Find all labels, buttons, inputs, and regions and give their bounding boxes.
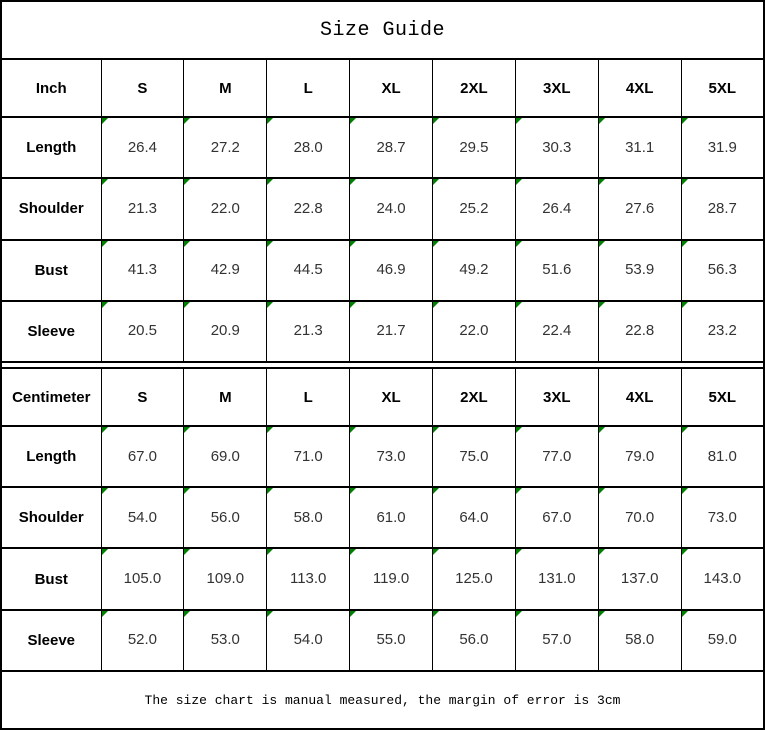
size-value-cell <box>101 117 184 178</box>
size-value-cell <box>515 487 598 548</box>
error-flag-icon <box>102 302 108 308</box>
size-value-cell <box>101 426 184 487</box>
row-label: Length <box>1 426 101 487</box>
size-value: 58.0 <box>625 631 655 649</box>
size-value: 113.0 <box>289 570 327 588</box>
size-value-cell <box>681 240 764 301</box>
error-flag-icon <box>350 611 356 617</box>
size-value: 75.0 <box>459 447 489 465</box>
error-flag-icon <box>102 549 108 555</box>
size-column-header: L <box>267 59 350 117</box>
size-column-header: M <box>184 368 267 426</box>
size-value-cell <box>267 178 350 239</box>
row-label: Shoulder <box>1 487 101 548</box>
size-value: 67.0 <box>127 447 158 465</box>
size-column-header: 5XL <box>681 368 764 426</box>
error-flag-icon <box>102 118 108 124</box>
size-value: 26.4 <box>127 138 158 156</box>
size-value: 73.0 <box>707 508 737 526</box>
error-flag-icon <box>433 241 439 247</box>
size-value: 73.0 <box>376 447 406 465</box>
size-value-cell <box>101 301 184 362</box>
size-value: 131.0 <box>538 570 576 588</box>
size-value-cell <box>598 240 681 301</box>
size-value: 27.2 <box>210 138 240 156</box>
size-value: 109.0 <box>206 570 245 588</box>
error-flag-icon <box>267 118 273 124</box>
size-value: 23.2 <box>707 322 737 340</box>
size-value: 44.5 <box>293 261 323 279</box>
size-column-header: XL <box>350 59 433 117</box>
error-flag-icon <box>350 488 356 494</box>
error-flag-icon <box>599 118 605 124</box>
size-value: 28.7 <box>707 199 737 217</box>
error-flag-icon <box>433 549 439 555</box>
size-value-cell <box>681 426 764 487</box>
size-value-cell <box>681 178 764 239</box>
size-value: 27.6 <box>625 199 655 217</box>
error-flag-icon <box>682 241 688 247</box>
size-value: 143.0 <box>703 570 742 588</box>
size-column-header: S <box>101 368 184 426</box>
error-flag-icon <box>267 427 273 433</box>
error-flag-icon <box>682 611 688 617</box>
error-flag-icon <box>267 241 273 247</box>
size-value: 54.0 <box>127 508 158 526</box>
error-flag-icon <box>682 549 688 555</box>
size-value-cell <box>350 610 433 671</box>
size-value-cell <box>101 178 184 239</box>
size-value-cell <box>515 240 598 301</box>
error-flag-icon <box>267 611 273 617</box>
size-value-cell <box>433 240 516 301</box>
size-value-cell <box>267 301 350 362</box>
error-flag-icon <box>682 427 688 433</box>
error-flag-icon <box>599 302 605 308</box>
size-value: 20.5 <box>127 322 158 340</box>
size-value: 81.0 <box>707 447 737 465</box>
size-value-cell <box>433 178 516 239</box>
error-flag-icon <box>682 302 688 308</box>
error-flag-icon <box>516 241 522 247</box>
size-value-cell <box>433 426 516 487</box>
size-value-cell <box>350 117 433 178</box>
error-flag-icon <box>184 611 190 617</box>
size-value-cell <box>433 610 516 671</box>
row-label: Bust <box>1 548 101 609</box>
error-flag-icon <box>184 302 190 308</box>
size-value: 56.0 <box>459 631 489 649</box>
unit-header-centimeter: Centimeter <box>1 368 101 426</box>
error-flag-icon <box>516 611 522 617</box>
error-flag-icon <box>682 179 688 185</box>
size-value: 21.3 <box>293 322 323 340</box>
error-flag-icon <box>102 427 108 433</box>
error-flag-icon <box>516 179 522 185</box>
size-value-cell <box>515 610 598 671</box>
size-value: 51.6 <box>542 261 572 279</box>
row-label: Sleeve <box>1 301 101 362</box>
size-value: 61.0 <box>376 508 406 526</box>
size-value: 42.9 <box>210 261 240 279</box>
size-value: 55.0 <box>376 631 406 649</box>
error-flag-icon <box>102 488 108 494</box>
error-flag-icon <box>433 302 439 308</box>
size-column-header: 2XL <box>433 59 516 117</box>
error-flag-icon <box>350 549 356 555</box>
size-value: 53.0 <box>210 631 240 649</box>
size-value-cell <box>681 301 764 362</box>
size-value: 71.0 <box>293 447 323 465</box>
error-flag-icon <box>184 488 190 494</box>
size-value-cell <box>184 610 267 671</box>
size-value-cell <box>267 240 350 301</box>
size-value-cell <box>101 548 184 609</box>
size-value-cell <box>350 240 433 301</box>
size-value: 67.0 <box>542 508 572 526</box>
size-value-cell <box>267 487 350 548</box>
size-value-cell <box>350 548 433 609</box>
error-flag-icon <box>599 179 605 185</box>
size-value-cell <box>433 487 516 548</box>
size-value-cell <box>433 548 516 609</box>
size-column-header: 4XL <box>598 59 681 117</box>
size-column-header: S <box>101 59 184 117</box>
size-value: 28.7 <box>376 138 406 156</box>
error-flag-icon <box>516 118 522 124</box>
error-flag-icon <box>599 611 605 617</box>
error-flag-icon <box>433 427 439 433</box>
size-value-cell <box>598 548 681 609</box>
error-flag-icon <box>599 488 605 494</box>
size-value-cell <box>101 487 184 548</box>
size-value: 79.0 <box>625 447 655 465</box>
error-flag-icon <box>102 179 108 185</box>
size-value: 28.0 <box>293 138 323 156</box>
size-value-cell <box>598 117 681 178</box>
size-value-cell <box>598 301 681 362</box>
size-value: 56.3 <box>707 261 737 279</box>
row-label: Bust <box>1 240 101 301</box>
error-flag-icon <box>267 302 273 308</box>
size-value: 53.9 <box>625 261 655 279</box>
size-value: 21.7 <box>376 322 406 340</box>
size-value-cell <box>184 117 267 178</box>
error-flag-icon <box>599 241 605 247</box>
size-value: 105.0 <box>123 570 162 588</box>
size-value: 125.0 <box>455 570 493 588</box>
size-value-cell <box>350 301 433 362</box>
size-value: 52.0 <box>127 631 158 649</box>
error-flag-icon <box>433 179 439 185</box>
size-value-cell <box>515 548 598 609</box>
size-value: 31.1 <box>625 138 655 156</box>
error-flag-icon <box>267 549 273 555</box>
size-column-header: 3XL <box>515 368 598 426</box>
size-column-header: 3XL <box>515 59 598 117</box>
size-column-header: 4XL <box>598 368 681 426</box>
size-value-cell <box>184 487 267 548</box>
unit-header-inch: Inch <box>1 59 101 117</box>
row-label: Sleeve <box>1 610 101 671</box>
size-value: 41.3 <box>127 261 158 279</box>
size-column-header: XL <box>350 368 433 426</box>
size-value-cell <box>681 487 764 548</box>
error-flag-icon <box>516 427 522 433</box>
size-column-header: 2XL <box>433 368 516 426</box>
size-value-cell <box>267 610 350 671</box>
error-flag-icon <box>184 179 190 185</box>
error-flag-icon <box>102 241 108 247</box>
size-value: 26.4 <box>542 199 572 217</box>
size-value-cell <box>184 240 267 301</box>
size-value: 20.9 <box>210 322 240 340</box>
size-value: 22.0 <box>210 199 240 217</box>
size-value: 49.2 <box>459 261 489 279</box>
error-flag-icon <box>350 302 356 308</box>
size-value-cell <box>681 548 764 609</box>
size-value: 21.3 <box>127 199 158 217</box>
error-flag-icon <box>184 241 190 247</box>
error-flag-icon <box>516 549 522 555</box>
size-value: 25.2 <box>459 199 489 217</box>
error-flag-icon <box>599 427 605 433</box>
size-value-cell <box>515 117 598 178</box>
size-value: 22.4 <box>542 322 572 340</box>
error-flag-icon <box>433 488 439 494</box>
size-value-cell <box>515 426 598 487</box>
size-value: 24.0 <box>376 199 406 217</box>
size-value-cell <box>598 487 681 548</box>
size-value: 69.0 <box>210 447 240 465</box>
error-flag-icon <box>267 179 273 185</box>
error-flag-icon <box>682 488 688 494</box>
error-flag-icon <box>350 179 356 185</box>
size-value-cell <box>433 117 516 178</box>
error-flag-icon <box>350 118 356 124</box>
size-value-cell <box>433 301 516 362</box>
size-value-cell <box>184 548 267 609</box>
size-value: 31.9 <box>707 138 737 156</box>
size-value-cell <box>101 240 184 301</box>
error-flag-icon <box>350 427 356 433</box>
size-value-cell <box>681 610 764 671</box>
page-title: Size Guide <box>1 1 764 59</box>
size-value-cell <box>267 426 350 487</box>
size-value: 29.5 <box>459 138 489 156</box>
size-value: 22.8 <box>293 199 323 217</box>
size-value-cell <box>515 301 598 362</box>
size-value-cell <box>598 610 681 671</box>
size-value-cell <box>350 178 433 239</box>
size-value: 59.0 <box>707 631 737 649</box>
row-label: Length <box>1 117 101 178</box>
size-value-cell <box>101 610 184 671</box>
size-value-cell <box>681 117 764 178</box>
error-flag-icon <box>267 488 273 494</box>
size-value-cell <box>267 548 350 609</box>
size-value: 22.8 <box>625 322 655 340</box>
size-value: 77.0 <box>542 447 572 465</box>
size-value-cell <box>184 301 267 362</box>
error-flag-icon <box>102 611 108 617</box>
size-value: 137.0 <box>620 570 659 588</box>
size-value-cell <box>350 426 433 487</box>
error-flag-icon <box>184 549 190 555</box>
size-value: 30.3 <box>542 138 572 156</box>
size-column-header: 5XL <box>681 59 764 117</box>
size-value-cell <box>184 426 267 487</box>
size-value-cell <box>184 178 267 239</box>
footer-note: The size chart is manual measured, the margin of error is 3cm <box>1 671 764 729</box>
error-flag-icon <box>433 611 439 617</box>
size-value-cell <box>598 178 681 239</box>
size-value-cell <box>515 178 598 239</box>
size-column-header: L <box>267 368 350 426</box>
size-value-cell <box>267 117 350 178</box>
size-value: 22.0 <box>459 322 489 340</box>
error-flag-icon <box>433 118 439 124</box>
size-value: 57.0 <box>542 631 572 649</box>
size-value: 64.0 <box>459 508 489 526</box>
error-flag-icon <box>184 427 190 433</box>
error-flag-icon <box>516 488 522 494</box>
size-column-header: M <box>184 59 267 117</box>
size-value-cell <box>350 487 433 548</box>
size-value: 46.9 <box>376 261 406 279</box>
size-value: 70.0 <box>625 508 655 526</box>
size-value: 56.0 <box>210 508 240 526</box>
size-value: 119.0 <box>372 570 410 588</box>
error-flag-icon <box>184 118 190 124</box>
error-flag-icon <box>516 302 522 308</box>
error-flag-icon <box>599 549 605 555</box>
error-flag-icon <box>682 118 688 124</box>
row-label: Shoulder <box>1 178 101 239</box>
size-value-cell <box>598 426 681 487</box>
size-value: 58.0 <box>293 508 323 526</box>
error-flag-icon <box>350 241 356 247</box>
size-value: 54.0 <box>293 631 323 649</box>
